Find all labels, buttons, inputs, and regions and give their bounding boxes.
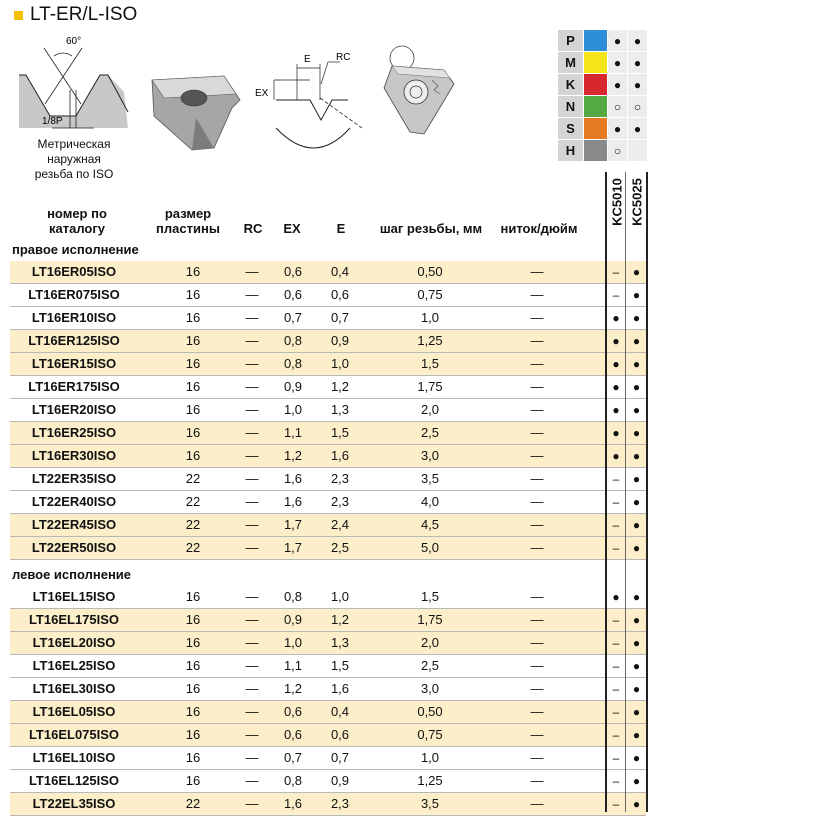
rc-value: — — [245, 402, 259, 417]
rc-value: — — [245, 750, 259, 765]
rc-value: — — [245, 379, 259, 394]
tpi-value: — — [530, 333, 544, 348]
e-value: 0,6 — [330, 727, 350, 742]
insert-size: 16 — [185, 612, 201, 627]
material-color-swatch — [584, 118, 607, 139]
grade-kc5010-mark: ● — [612, 357, 620, 371]
right-rows — [10, 261, 646, 560]
grade-kc5010-mark: – — [612, 636, 620, 650]
pitch-value: 0,75 — [417, 287, 443, 302]
ex-value: 0,6 — [283, 264, 303, 279]
table-row — [10, 586, 646, 609]
material-row — [558, 52, 648, 73]
catalog-number: LT16EL175ISO — [28, 612, 120, 627]
grade-kc5010-mark: – — [612, 518, 620, 532]
e-value: 1,3 — [330, 402, 350, 417]
grade-kc5025-mark: ● — [632, 495, 641, 509]
header-size: размер пластины — [156, 206, 220, 236]
e-value: 2,5 — [330, 540, 350, 555]
tpi-value: — — [530, 540, 544, 555]
ex-value: 0,8 — [283, 333, 303, 348]
insert-size: 16 — [185, 448, 201, 463]
grade-kc5025-mark: ● — [632, 426, 641, 440]
grade-kc5010-mark: – — [612, 659, 620, 673]
table-row — [10, 632, 646, 655]
material-grid — [558, 30, 648, 162]
material-row — [558, 140, 648, 161]
pitch-value: 1,0 — [420, 310, 440, 325]
table-row — [10, 655, 646, 678]
table-row — [10, 770, 646, 793]
e-value: 2,3 — [330, 494, 350, 509]
tpi-value: — — [530, 494, 544, 509]
insert-size: 16 — [185, 773, 201, 788]
material-grade2-mark: ● — [628, 118, 647, 139]
material-row — [558, 30, 648, 51]
insert-size: 22 — [185, 540, 201, 555]
pitch-value: 2,0 — [420, 635, 440, 650]
insert-size: 16 — [185, 635, 201, 650]
ex-value: 1,7 — [283, 540, 303, 555]
table-row — [10, 537, 646, 560]
insert-size: 16 — [185, 658, 201, 673]
table-row — [10, 468, 646, 491]
grade-kc5025-mark: ● — [632, 751, 641, 765]
tpi-value: — — [530, 425, 544, 440]
pitch-value: 3,5 — [420, 796, 440, 811]
grade-kc5010-mark: – — [612, 774, 620, 788]
catalog-number: LT22ER35ISO — [31, 471, 117, 486]
ex-value: 0,6 — [283, 704, 303, 719]
grade-kc5025-mark: ● — [632, 380, 641, 394]
table-row — [10, 330, 646, 353]
table-row — [10, 793, 646, 816]
header-ex: EX — [283, 221, 301, 236]
tpi-value: — — [530, 681, 544, 696]
title-marker-icon — [14, 11, 23, 20]
pitch-value: 2,0 — [420, 402, 440, 417]
insert-size: 16 — [185, 287, 201, 302]
material-grade2-mark: ● — [628, 30, 647, 51]
insert-size: 22 — [185, 471, 201, 486]
ex-value: 0,9 — [283, 379, 303, 394]
tpi-value: — — [530, 402, 544, 417]
insert-size: 16 — [185, 681, 201, 696]
ex-value: 1,7 — [283, 517, 303, 532]
grade-kc5025-mark: ● — [632, 705, 641, 719]
rc-value: — — [245, 517, 259, 532]
pitch-value: 2,5 — [420, 425, 440, 440]
material-grade1-mark: ● — [608, 118, 627, 139]
tpi-value: — — [530, 356, 544, 371]
grade-kc5025-mark: ● — [632, 682, 641, 696]
catalog-number: LT16EL125ISO — [28, 773, 120, 788]
e-value: 1,5 — [330, 425, 350, 440]
grade-kc5010-mark: – — [612, 682, 620, 696]
ex-value: 1,0 — [283, 402, 303, 417]
grade-kc5010-mark: – — [612, 728, 620, 742]
header-rc: RC — [243, 221, 263, 236]
ex-value: 0,8 — [283, 589, 303, 604]
grade-header-kc5025: KC5025 — [629, 178, 644, 226]
material-grade2-mark: ● — [628, 74, 647, 95]
rc-value: — — [245, 425, 259, 440]
insert-size: 16 — [185, 310, 201, 325]
grade-kc5025-mark: ● — [632, 357, 641, 371]
table-row — [10, 609, 646, 632]
catalog-number: LT16ER10ISO — [31, 310, 117, 325]
pitch-value: 3,5 — [420, 471, 440, 486]
material-grade1-mark: ● — [608, 52, 627, 73]
catalog-number: LT16ER05ISO — [31, 264, 117, 279]
rc-value: — — [245, 264, 259, 279]
pitch-value: 1,75 — [417, 379, 443, 394]
grade-kc5010-mark: ● — [612, 380, 620, 394]
catalog-number: LT16EL15ISO — [32, 589, 116, 604]
tpi-value: — — [530, 658, 544, 673]
grade-kc5025-mark: ● — [632, 403, 641, 417]
grade-kc5025-mark: ● — [632, 659, 641, 673]
catalog-number: LT16ER15ISO — [31, 356, 117, 371]
grade-kc5010-mark: – — [612, 495, 620, 509]
dimension-rc-label: RC — [336, 52, 351, 63]
grade-kc5010-mark: – — [612, 751, 620, 765]
ex-value: 0,7 — [283, 310, 303, 325]
grade-kc5025-mark: ● — [632, 774, 641, 788]
e-value: 0,4 — [330, 704, 350, 719]
grade-kc5025-mark: ● — [632, 311, 641, 325]
table-row — [10, 376, 646, 399]
tpi-value: — — [530, 471, 544, 486]
insert-size: 16 — [185, 379, 201, 394]
material-label: N — [558, 96, 583, 117]
grade-kc5025-mark: ● — [632, 636, 641, 650]
table-row — [10, 261, 646, 284]
material-color-swatch — [584, 96, 607, 117]
thread-angle-label: 60° — [66, 36, 82, 47]
grade-divider-right — [646, 172, 648, 812]
table-row — [10, 284, 646, 307]
material-grade1-mark: ○ — [608, 140, 627, 161]
pitch-value: 3,0 — [420, 448, 440, 463]
e-value: 1,0 — [330, 589, 350, 604]
ex-value: 1,6 — [283, 494, 303, 509]
insert-size: 22 — [185, 517, 201, 532]
rc-value: — — [245, 796, 259, 811]
header-tpi: ниток/дюйм — [500, 221, 578, 236]
ex-value: 0,8 — [283, 773, 303, 788]
table-row — [10, 353, 646, 376]
grade-kc5010-mark: ● — [612, 449, 620, 463]
e-value: 1,6 — [330, 681, 350, 696]
rc-value: — — [245, 494, 259, 509]
rc-value: — — [245, 612, 259, 627]
material-label: M — [558, 52, 583, 73]
tpi-value: — — [530, 264, 544, 279]
table-row — [10, 491, 646, 514]
ex-value: 0,9 — [283, 612, 303, 627]
section-right-label: правое исполнение — [12, 242, 139, 257]
pitch-value: 0,50 — [417, 704, 443, 719]
e-value: 2,3 — [330, 796, 350, 811]
ex-value: 1,6 — [283, 796, 303, 811]
pitch-value: 0,75 — [417, 727, 443, 742]
e-value: 2,4 — [330, 517, 350, 532]
material-label: H — [558, 140, 583, 161]
grade-kc5025-mark: ● — [632, 797, 641, 811]
ex-value: 1,6 — [283, 471, 303, 486]
insert-size: 16 — [185, 333, 201, 348]
pitch-value: 1,25 — [417, 333, 443, 348]
pitch-value: 2,5 — [420, 658, 440, 673]
header-code: номер по каталогу — [47, 206, 107, 236]
pitch-value: 3,0 — [420, 681, 440, 696]
e-value: 0,6 — [330, 287, 350, 302]
tpi-value: — — [530, 589, 544, 604]
catalog-number: LT16ER175ISO — [28, 379, 120, 394]
material-color-swatch — [584, 52, 607, 73]
insert-size: 16 — [185, 264, 201, 279]
grade-kc5010-mark: – — [612, 705, 620, 719]
material-grade1-mark: ● — [608, 30, 627, 51]
material-label: S — [558, 118, 583, 139]
pitch-value: 1,25 — [417, 773, 443, 788]
tpi-value: — — [530, 704, 544, 719]
rc-value: — — [245, 635, 259, 650]
e-value: 0,7 — [330, 750, 350, 765]
catalog-number: LT16ER30ISO — [31, 448, 117, 463]
pitch-value: 5,0 — [420, 540, 440, 555]
catalog-number: LT16ER075ISO — [28, 287, 120, 302]
section-left-label: левое исполнение — [12, 567, 132, 582]
ex-value: 1,0 — [283, 635, 303, 650]
rc-value: — — [245, 287, 259, 302]
catalog-number: LT16ER25ISO — [31, 425, 117, 440]
insert-size: 16 — [185, 727, 201, 742]
insert-size: 16 — [185, 356, 201, 371]
rc-value: — — [245, 356, 259, 371]
grade-kc5010-mark: ● — [612, 311, 620, 325]
ex-value: 0,6 — [283, 287, 303, 302]
material-color-swatch — [584, 74, 607, 95]
insert-size: 16 — [185, 589, 201, 604]
page-title — [14, 4, 137, 26]
ex-value: 0,8 — [283, 356, 303, 371]
material-row — [558, 74, 648, 95]
e-value: 0,7 — [330, 310, 350, 325]
tpi-value: — — [530, 773, 544, 788]
grade-divider-left — [605, 172, 607, 812]
left-rows — [10, 586, 646, 816]
tpi-value: — — [530, 727, 544, 742]
e-value: 1,3 — [330, 635, 350, 650]
material-grade1-mark: ● — [608, 74, 627, 95]
ex-value: 1,1 — [283, 425, 303, 440]
grade-header-kc5010: KC5010 — [609, 178, 624, 226]
dimension-e-label: E — [304, 54, 311, 65]
insert-profile-drawing — [255, 52, 362, 148]
material-grade2-mark: ● — [628, 52, 647, 73]
grade-divider-mid — [625, 172, 626, 812]
table-row — [10, 747, 646, 770]
tpi-value: — — [530, 517, 544, 532]
pitch-value: 4,5 — [420, 517, 440, 532]
tpi-value: — — [530, 612, 544, 627]
table-row — [10, 307, 646, 330]
grade-kc5025-mark: ● — [632, 728, 641, 742]
pitch-value: 1,75 — [417, 612, 443, 627]
material-label: P — [558, 30, 583, 51]
insert-size: 16 — [185, 704, 201, 719]
ex-value: 1,2 — [283, 681, 303, 696]
dimension-ex-label: EX — [255, 88, 269, 99]
ex-value: 1,1 — [283, 658, 303, 673]
material-row — [558, 118, 648, 139]
grade-kc5010-mark: ● — [612, 590, 620, 604]
ex-value: 1,2 — [283, 448, 303, 463]
rc-value: — — [245, 589, 259, 604]
catalog-number: LT22ER40ISO — [31, 494, 117, 509]
grade-kc5010-mark: ● — [612, 426, 620, 440]
catalog-number: LT16ER20ISO — [31, 402, 117, 417]
grade-kc5010-mark: ● — [612, 334, 620, 348]
rc-value: — — [245, 727, 259, 742]
e-value: 1,2 — [330, 612, 350, 627]
table-row — [10, 514, 646, 537]
e-value: 0,9 — [330, 333, 350, 348]
pitch-value: 0,50 — [417, 264, 443, 279]
catalog-number: LT22EL35ISO — [32, 796, 116, 811]
insert-size: 16 — [185, 402, 201, 417]
thread-profile-drawing — [19, 36, 128, 128]
e-value: 1,5 — [330, 658, 350, 673]
insert-3d-drawing — [152, 76, 240, 150]
thread-caption: Метрическая наружная резьба по ISO — [34, 137, 114, 181]
header-pitch: шаг резьбы, мм — [379, 221, 483, 236]
grade-kc5025-mark: ● — [632, 590, 641, 604]
grade-kc5010-mark: – — [612, 541, 620, 555]
grade-kc5025-mark: ● — [632, 541, 641, 555]
tpi-value: — — [530, 635, 544, 650]
table-row — [10, 422, 646, 445]
catalog-number: LT22ER50ISO — [31, 540, 117, 555]
grade-kc5025-mark: ● — [632, 472, 641, 486]
catalog-number: LT22ER45ISO — [31, 517, 117, 532]
grade-kc5010-mark: – — [612, 613, 620, 627]
material-color-swatch — [584, 30, 607, 51]
e-value: 1,0 — [330, 356, 350, 371]
grade-kc5010-mark: – — [612, 472, 620, 486]
grade-kc5010-mark: – — [612, 288, 620, 302]
grade-kc5025-mark: ● — [632, 288, 641, 302]
insert-size: 22 — [185, 796, 201, 811]
rc-value: — — [245, 658, 259, 673]
material-color-swatch — [584, 140, 607, 161]
header-e: E — [336, 221, 346, 236]
catalog-number: LT16EL10ISO — [32, 750, 116, 765]
table-row — [10, 445, 646, 468]
material-label: K — [558, 74, 583, 95]
e-value: 0,9 — [330, 773, 350, 788]
material-grade2-mark: ○ — [628, 96, 647, 117]
rc-value: — — [245, 704, 259, 719]
tpi-value: — — [530, 310, 544, 325]
table-row — [10, 701, 646, 724]
e-value: 0,4 — [330, 264, 350, 279]
grade-kc5010-mark: – — [612, 265, 620, 279]
tpi-value: — — [530, 448, 544, 463]
grade-kc5025-mark: ● — [632, 518, 641, 532]
catalog-number: LT16EL20ISO — [32, 635, 116, 650]
e-value: 1,6 — [330, 448, 350, 463]
catalog-number: LT16EL075ISO — [28, 727, 120, 742]
insert-size: 16 — [185, 750, 201, 765]
table-row — [10, 399, 646, 422]
grade-kc5025-mark: ● — [632, 265, 641, 279]
e-value: 1,2 — [330, 379, 350, 394]
tpi-value: — — [530, 796, 544, 811]
tpi-value: — — [530, 287, 544, 302]
table-row — [10, 724, 646, 747]
ex-value: 0,7 — [283, 750, 303, 765]
pitch-value: 4,0 — [420, 494, 440, 509]
table-row — [10, 678, 646, 701]
rc-value: — — [245, 681, 259, 696]
catalog-number: LT16ER125ISO — [28, 333, 120, 348]
rc-value: — — [245, 448, 259, 463]
e-value: 2,3 — [330, 471, 350, 486]
rc-value: — — [245, 310, 259, 325]
grade-kc5025-mark: ● — [632, 613, 641, 627]
insert-size: 16 — [185, 425, 201, 440]
rc-value: — — [245, 540, 259, 555]
title-text: LT-ER/L-ISO — [30, 4, 138, 25]
pitch-value: 1,5 — [420, 356, 440, 371]
catalog-number: LT16EL30ISO — [32, 681, 116, 696]
insert-size: 22 — [185, 494, 201, 509]
rc-value: — — [245, 333, 259, 348]
grade-kc5010-mark: ● — [612, 403, 620, 417]
ex-value: 0,6 — [283, 727, 303, 742]
thread-fraction-label: 1/8P — [42, 116, 63, 127]
material-grade2-mark — [628, 140, 647, 161]
insert-top-view-drawing — [384, 46, 454, 134]
material-row — [558, 96, 648, 117]
catalog-number: LT16EL25ISO — [32, 658, 116, 673]
grade-kc5010-mark: – — [612, 797, 620, 811]
catalog-number: LT16EL05ISO — [32, 704, 116, 719]
rc-value: — — [245, 773, 259, 788]
rc-value: — — [245, 471, 259, 486]
pitch-value: 1,5 — [420, 589, 440, 604]
material-grade1-mark: ○ — [608, 96, 627, 117]
tpi-value: — — [530, 379, 544, 394]
tpi-value: — — [530, 750, 544, 765]
grade-kc5025-mark: ● — [632, 334, 641, 348]
grade-kc5025-mark: ● — [632, 449, 641, 463]
pitch-value: 1,0 — [420, 750, 440, 765]
